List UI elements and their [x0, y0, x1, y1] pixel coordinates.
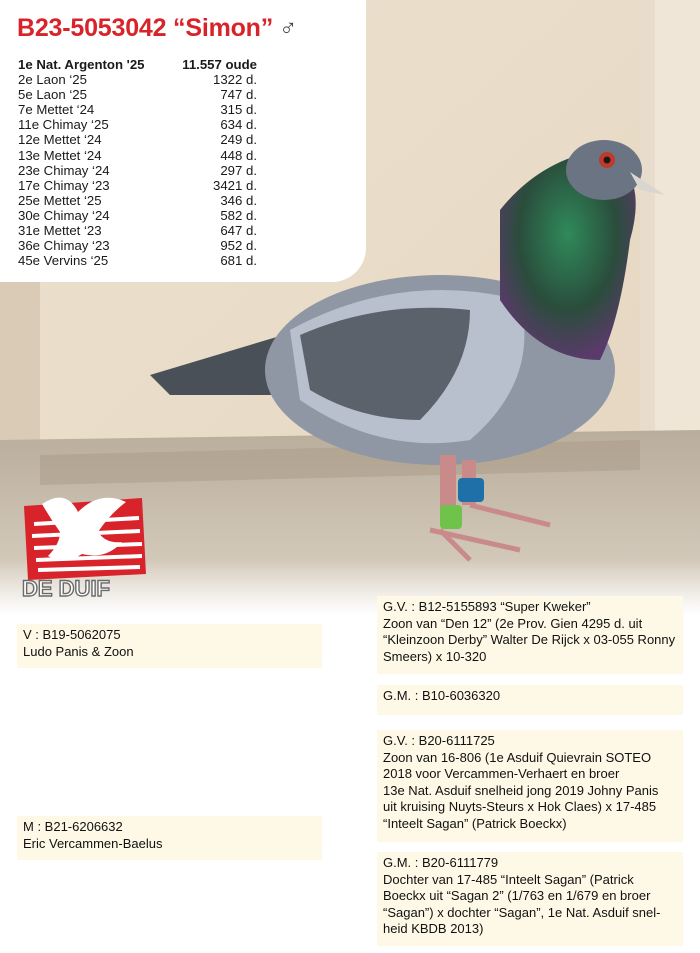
gm-maternal-line-3: “Sagan”) x dochter “Sagan”, 1e Nat. Asduif snel-	[383, 904, 661, 920]
result-race: 31e Mettet ‘23	[18, 223, 102, 239]
result-value: 3421 d.	[213, 177, 257, 193]
gf-maternal-line-5: “Inteelt Sagan” (Patrick Boeckx)	[383, 815, 567, 831]
result-race: 11e Chimay ‘25	[18, 117, 109, 133]
gf-maternal-ring: G.V. : B20-6111725	[383, 733, 495, 748]
gf-maternal-line-4: uit kruising Nuyts-Steurs x Hok Claes) x 17-485	[383, 799, 657, 815]
result-row	[18, 87, 257, 102]
result-race: 12e Mettet ‘24	[18, 132, 102, 148]
gm-maternal-ring: G.M. : B20-6111779	[383, 855, 499, 870]
result-race: 5e Laon ‘25	[18, 87, 87, 103]
gf-maternal-line-3: 13e Nat. Asduif snelheid jong 2019 Johny Panis	[383, 782, 659, 798]
male-symbol-icon: ♂	[279, 15, 297, 42]
result-race: 17e Chimay ‘23	[18, 177, 110, 193]
father-breeder: Ludo Panis & Zoon	[23, 643, 134, 659]
gf-paternal-line-1: Zoon van “Den 12” (2e Prov. Gien 4295 d. uit	[383, 615, 643, 631]
result-race: 2e Laon ‘25	[18, 72, 87, 88]
results-card	[0, 0, 366, 282]
gm-paternal-ring: G.M. : B10-6036320	[383, 688, 501, 703]
result-race: 7e Mettet ‘24	[18, 102, 95, 118]
pedigree-grandfather-paternal	[377, 596, 683, 674]
result-value: 297 d.	[220, 162, 257, 178]
result-row	[18, 72, 257, 87]
mother-breeder: Eric Vercammen-Baelus	[23, 835, 163, 851]
result-value: 952 d.	[220, 238, 257, 254]
gm-maternal-line-4: heid KBDB 2013)	[383, 921, 484, 937]
result-race: 30e Chimay ‘24	[18, 207, 110, 223]
pedigree-grandmother-maternal	[377, 852, 683, 946]
result-race: 13e Mettet ‘24	[18, 147, 102, 163]
result-value: 11.557 oude	[182, 57, 257, 72]
de-duif-logo	[14, 484, 154, 606]
result-value: 582 d.	[220, 207, 257, 223]
ring-number-title: B23-5053042 “Simon”	[17, 14, 274, 42]
result-row	[18, 163, 257, 178]
result-row	[18, 57, 257, 72]
result-row	[18, 117, 257, 132]
results-table	[18, 57, 257, 268]
pedigree-mother	[17, 816, 322, 860]
result-row	[18, 193, 257, 208]
logo-text: DE DUIF	[22, 576, 110, 601]
result-race: 1e Nat. Argenton '25	[18, 57, 145, 72]
result-row	[18, 253, 257, 268]
father-ring: V : B19-5062075	[23, 627, 121, 642]
result-race: 25e Mettet ‘25	[18, 192, 102, 208]
result-value: 249 d.	[220, 132, 257, 148]
result-value: 747 d.	[220, 87, 257, 103]
result-race: 45e Vervins ‘25	[18, 253, 109, 269]
gf-paternal-line-2: “Kleinzoon Derby” Walter De Rijck x 03-055 Ronny	[383, 632, 676, 648]
result-row	[18, 148, 257, 163]
result-row	[18, 132, 257, 147]
result-row	[18, 238, 257, 253]
gf-paternal-line-3: Smeers) x 10-320	[383, 648, 487, 664]
result-row	[18, 208, 257, 223]
result-value: 647 d.	[220, 223, 257, 239]
pigeon-title	[17, 14, 297, 43]
pedigree-father	[17, 624, 322, 668]
gm-maternal-line-2: Boeckx uit “Sagan 2” (1/763 en 1/679 en broer	[383, 888, 651, 904]
gf-maternal-line-1: Zoon van 16-806 (1e Asduif Quievrain SOTEO	[383, 749, 652, 765]
pedigree-grandfather-maternal	[377, 730, 683, 842]
result-value: 346 d.	[220, 192, 257, 208]
result-value: 681 d.	[220, 253, 257, 269]
mother-ring: M : B21-6206632	[23, 819, 123, 834]
result-row	[18, 223, 257, 238]
result-row	[18, 178, 257, 193]
gm-maternal-line-1: Dochter van 17-485 “Inteelt Sagan” (Patrick	[383, 871, 634, 887]
result-value: 448 d.	[220, 147, 257, 163]
result-value: 634 d.	[220, 117, 257, 133]
result-row	[18, 102, 257, 117]
result-race: 23e Chimay ‘24	[18, 162, 110, 178]
gf-maternal-line-2: 2018 voor Vercammen-Verhaert en broer	[383, 766, 620, 782]
pedigree-grandmother-paternal	[377, 685, 683, 715]
result-value: 315 d.	[220, 102, 257, 118]
result-race: 36e Chimay ‘23	[18, 238, 110, 254]
gf-paternal-ring: G.V. : B12-5155893 “Super Kweker”	[383, 599, 591, 614]
result-value: 1322 d.	[213, 72, 257, 88]
